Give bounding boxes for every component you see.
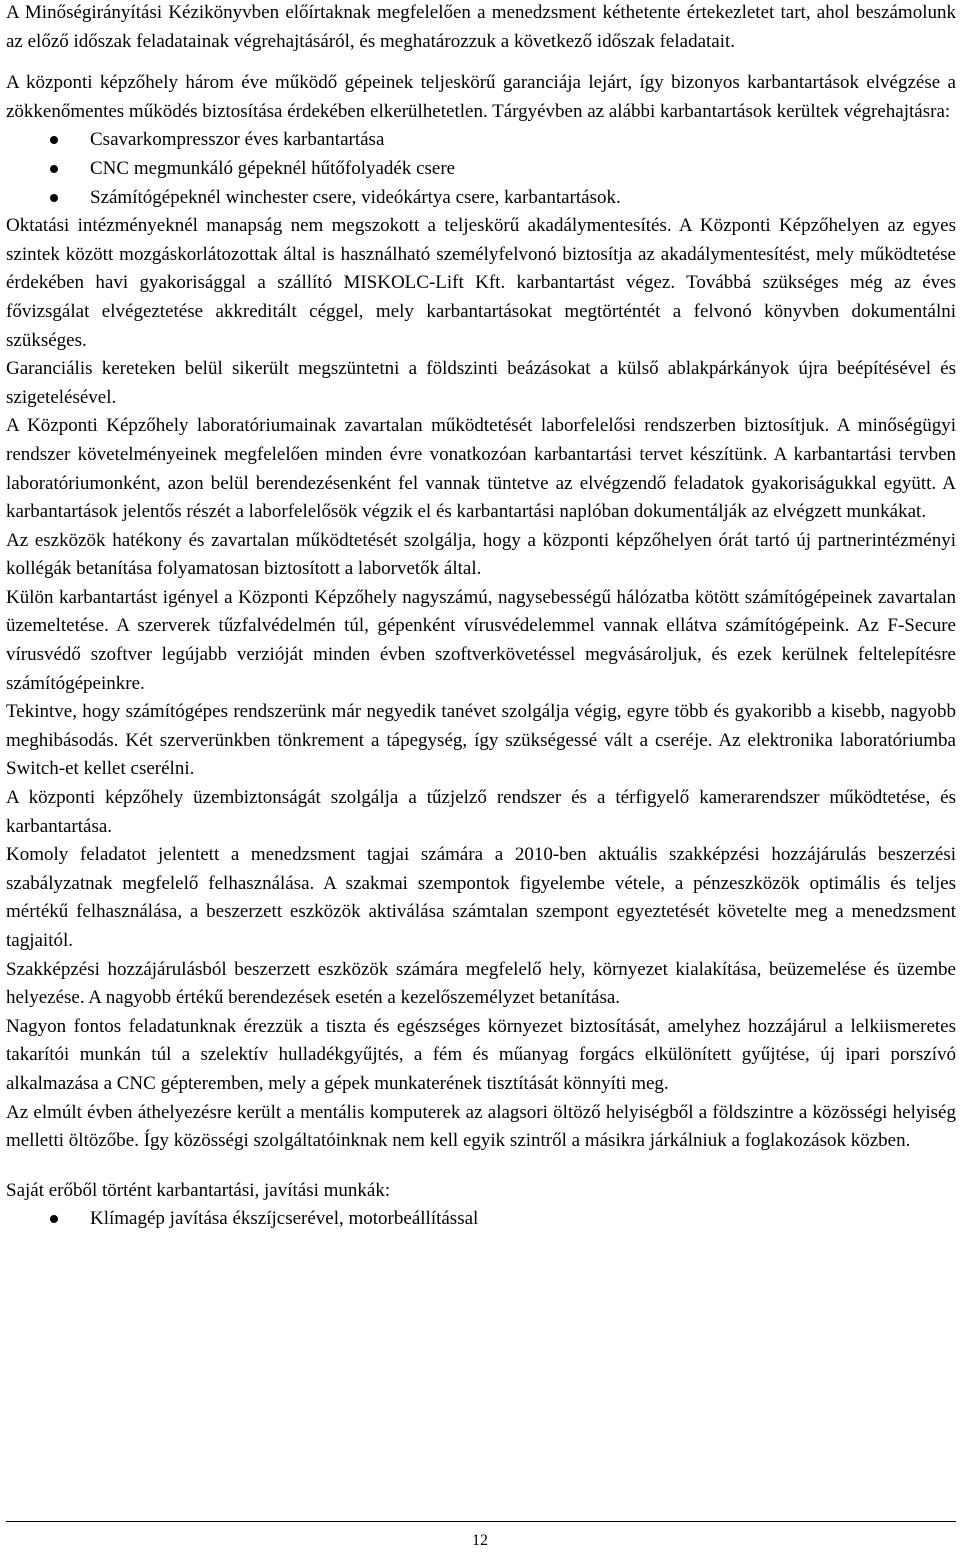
paragraph-security: A központi képzőhely üzembiztonságát szolgálja a tűzjelző rendszer és a térfigyelő kamerarendszer működtetése, és karbantartása. [6,787,956,837]
paragraph-failures: Tekintve, hogy számítógépes rendszerünk már negyedik tanévet szolgálja végig, egyre több és gyakoribb a kisebb, nagyobb meghibásodás. Két szerverünkben tönkrement a tápegység, így szükségessé vált a cseréje. Az elektronika laboratóriumba Switch-et kellet cserélni. [6,701,956,780]
spacer [6,1156,956,1177]
list-item: Számítógépeknél winchester csere, videókártya csere, karbantartások. [6,184,956,213]
paragraph-network: Külön karbantartást igényel a Központi Képzőhely nagyszámú, nagysebességű hálózatba kötött számítógépeinek zavartalan üzemeltetése. A szerverek tűzfalvédelmén túl, gépenként vírusvédelemmel vannak ellátva számítógépeink. Az F-Secure vírusvédő szoftver legújabb verzióját minden évben szoftverkövetéssel megvásároljuk, és ezek kerülnek feltelepítésre számítógépeinkre. [6,586,956,694]
list-item: Klímagép javítása ékszíjcserével, motorbeállítással [6,1205,956,1234]
document-page [6,0,956,1234]
page-number: 12 [472,1532,488,1549]
own-work-heading: Saját erőből történt karbantartási, javítási munkák: [6,1179,391,1201]
list-item: CNC megmunkáló gépeknél hűtőfolyadék csere [6,155,956,184]
footer-divider [6,1521,956,1522]
bullet-icon [50,136,58,144]
paragraph-environment: Nagyon fontos feladatunknak érezzük a tiszta és egészséges környezet biztosítását, amelyhez hozzájárul a lelkiismeretes takarítói munkán túl a szelektív hulladékgyűjtés, a fém és műanyag forgács elkülönített gyűjtése, új ipari porszívó alkalmazása a CNC gépteremben, mely a gépek munkaterének tisztítását könnyíti meg. [6,1015,956,1094]
paragraph-accessibility: Oktatási intézményeknél manapság nem megszokott a teljeskörű akadálymentesítés. A Központi Képzőhelyen az egyes szintek között mozgáskorlátozottak által is használható személyfelvonó biztosítja az akadálymentesítést, mely működtetése érdekében havi gyakorisággal a szállító MISKOLC-Lift Kft. karbantartást végez. Továbbá szükséges még az éves fővizsgálat elvégeztetése akkreditált céggel, mely karbantartásokat megtörténtét a felvonó könyvben dokumentálni szükséges. [6,215,956,351]
paragraph-laboratories: A Központi Képzőhely laboratóriumainak zavartalan működtetését laborfelelősi rendszerben biztosítjuk. A minőségügyi rendszer követelményeinek megfelelően minden évre vonatkozóan karbantartási tervet készítünk. A karbantartási tervben laboratóriumonként, azon belül berendezésenként fel vannak tüntetve az elvégzendő feladatok gyakoriságukkal együtt. A karbantartások jelentős részét a laborfelelősök végzik el és karbantartási naplóban dokumentálják az elvégzett munkákat. [6,415,956,523]
list-item: Csavarkompresszor éves karbantartása [6,126,956,155]
maintenance-list [6,126,956,212]
paragraph-maintenance-intro: A központi képzőhely három éve működő gépeinek teljeskörű garanciája lejárt, így bizonyos karbantartások elvégzése a zökkenőmentes működés biztosítása érdekében elkerülhetetlen. Tárgyévben az alábbi karbantartások kerültek végrehajtásra: [6,72,956,122]
bullet-icon [50,1215,58,1223]
bullet-icon [50,165,58,173]
paragraph-meetings: A Minőségirányítási Kézikönyvben előírtaknak megfelelően a menedzsment kéthetente értekezletet tart, ahol beszámolunk az előző időszak feladatainak végrehajtásáról, és meghatározzuk a következő időszak feladatait. [6,2,956,52]
paragraph-installation: Szakképzési hozzájárulásból beszerzett eszközök számára megfelelő hely, környezet kialakítása, beüzemelése és üzembe helyezése. A nagyobb értékű berendezések esetén a kezelőszemélyzet betanítása. [6,958,956,1009]
paragraph-relocation: Az elmúlt évben áthelyezésre került a mentális komputerek az alagsori öltöző helyiségből a földszintre a közösségi helyiség melletti öltözőbe. Így közösségi szolgáltatóinknak nem kell egyik szintről a másikra járkálniuk a foglakozások közben. [6,1101,956,1152]
paragraph-warranty: Garanciális kereteken belül sikerült megszüntetni a földszinti beázásokat a külső ablakpárkányok újra beépítésével és szigetelésével. [6,358,956,408]
paragraph-procurement: Komoly feladatot jelentett a menedzsment tagjai számára a 2010-ben aktuális szakképzési hozzájárulás beszerzési szabályzatnak megfelelő felhasználása. A szakmai szempontok figyelembe vétele, a pénzeszközök optimális és teljes mértékű felhasználása, a beszerzett eszközök aktiválása számtalan szempont egyeztetését követelte meg a menedzsment tagjaitól. [6,844,956,951]
own-work-list [6,1205,956,1234]
bullet-icon [50,194,58,202]
spacer [6,56,956,69]
paragraph-training: Az eszközök hatékony és zavartalan működtetését szolgálja, hogy a központi képzőhelyen órát tartó új partnerintézményi kollégák betanítása folyamatosan biztosított a laborvetők által. [6,529,956,580]
